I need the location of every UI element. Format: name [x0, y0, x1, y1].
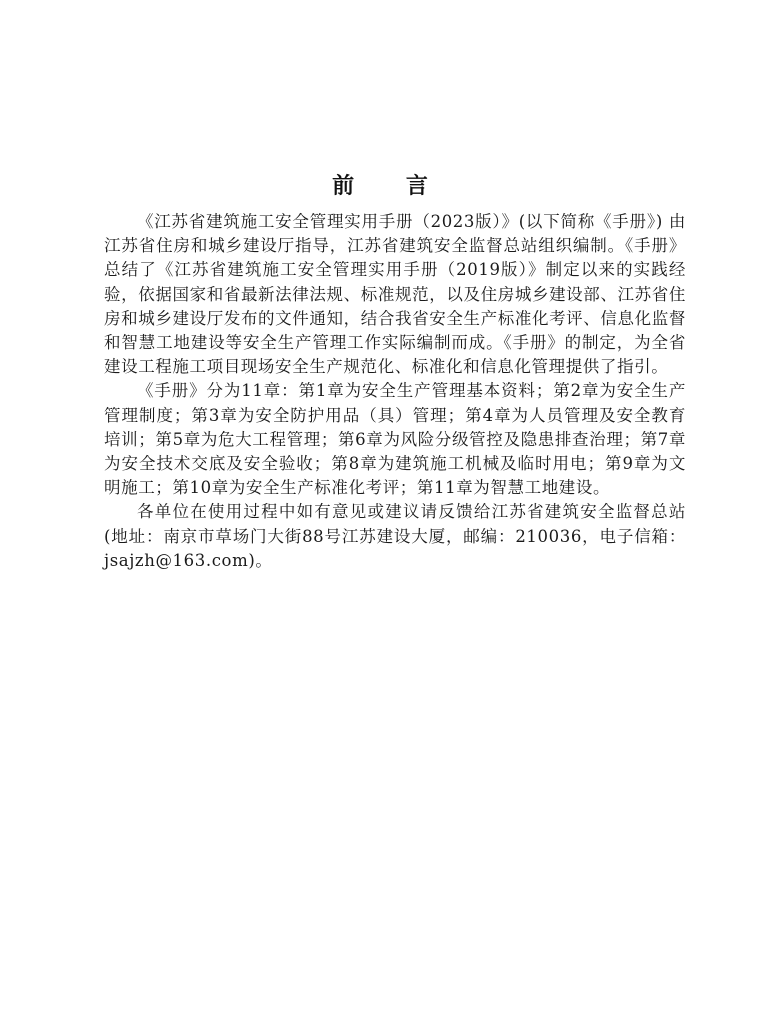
paragraph-intro: 《江苏省建筑施工安全管理实用手册（2023版）》(以下简称《手册》) 由江苏省住房和城乡建设厅指导，江苏省建筑安全监督总站组织编制。《手册》总结了《江苏省建筑施工安全管理实用手册（2019版）》制定以来的实践经验，依据国家和省最新法律法规、标准规范，以及住房城乡建设部、江苏省住房和城乡建设厅发布的文件通知，结合我省安全生产标准化考评、信息化监督和智慧工地建设等安全生产管理工作实际编制而成。《手册》的制定，为全省建设工程施工项目现场安全生产规范化、标准化和信息化管理提供了指引。: [104, 212, 686, 377]
page-title: 前 言: [332, 172, 450, 199]
paragraph-feedback: 各单位在使用过程中如有意见或建议请反馈给江苏省建筑安全监督总站(地址：南京市草场门大街88号江苏建设大厦，邮编：210036，电子信箱：jsajzh@163.com)。: [104, 502, 686, 570]
paragraph-chapters: 《手册》分为11章：第1章为安全生产管理基本资料；第2章为安全生产管理制度；第3章为安全防护用品（具）管理；第4章为人员管理及安全教育培训；第5章为危大工程管理；第6章为风险分级管控及隐患排查治理；第7章为安全技术交底及安全验收；第8章为建筑施工机械及临时用电；第9章为文明施工；第10章为安全生产标准化考评；第11章为智慧工地建设。: [104, 381, 686, 498]
document-body: [104, 210, 686, 573]
